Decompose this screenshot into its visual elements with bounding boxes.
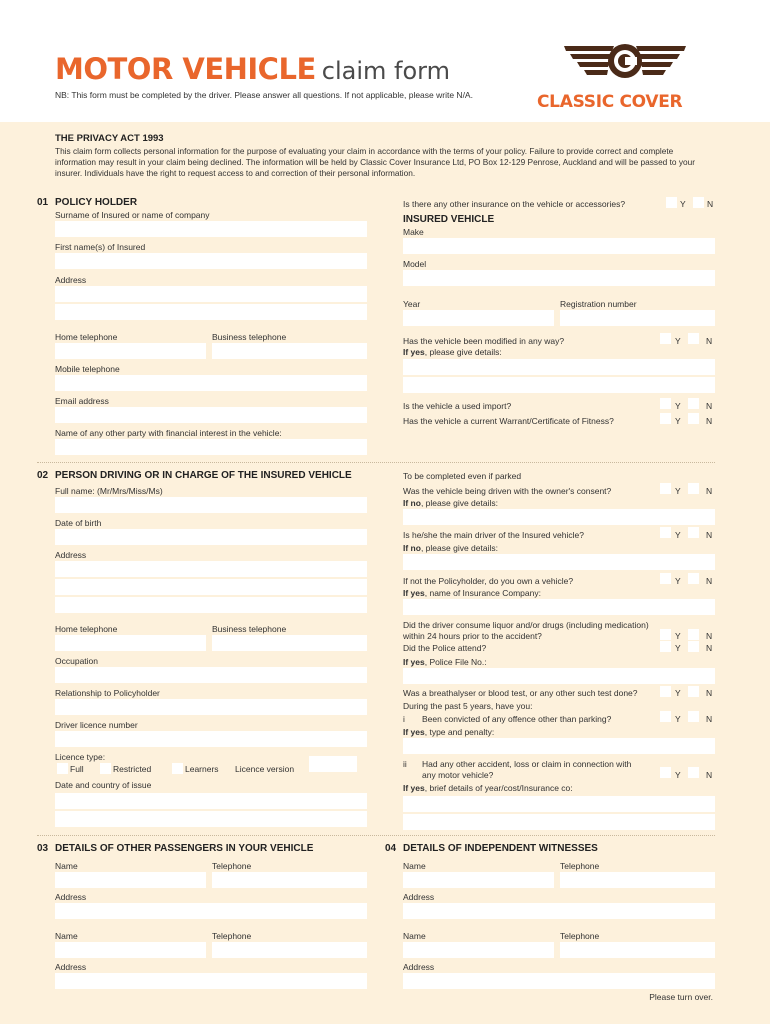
driver-address-field-1[interactable] — [55, 561, 367, 577]
financial-interest-label: Name of any other party with financial interest in the vehicle: — [55, 428, 282, 438]
penalty-text: , type and penalty: — [424, 727, 495, 737]
no-label: N — [706, 401, 713, 411]
parked-note: To be completed even if parked — [403, 471, 522, 481]
witness-2-address-label: Address — [403, 962, 435, 972]
convicted-question: Been convicted of any offence other than parking? — [422, 714, 612, 724]
licence-learners-label: Learners — [185, 764, 219, 774]
consent-question: Was the vehicle being driven with the owner's consent? — [403, 486, 612, 496]
passenger-1-name-label: Name — [55, 861, 78, 871]
witness-1-telephone-field[interactable] — [560, 872, 715, 888]
passenger-2-name-label: Name — [55, 931, 78, 941]
if-yes-bold: If yes — [403, 588, 425, 598]
section-number-01: 01 — [37, 197, 49, 208]
surname-label: Surname of Insured or name of company — [55, 210, 210, 220]
brand-name: CLASSIC COVER — [537, 92, 683, 112]
main-driver-details-field[interactable] — [403, 554, 715, 570]
yes-label: Y — [675, 336, 681, 346]
driver-business-telephone-label: Business telephone — [212, 624, 287, 634]
first-name-field[interactable] — [55, 253, 367, 269]
accident-yes-checkbox[interactable] — [660, 767, 671, 778]
police-file-text: , Police File No.: — [424, 657, 487, 667]
driver-address-label: Address — [55, 550, 87, 560]
passenger-1-address-field[interactable] — [55, 903, 367, 919]
yes-label: Y — [675, 486, 681, 496]
yes-label: Y — [675, 643, 681, 653]
witness-2-name-label: Name — [403, 931, 426, 941]
mobile-telephone-field[interactable] — [55, 375, 367, 391]
yes-label: Y — [675, 530, 681, 540]
witness-2-address-field[interactable] — [403, 973, 715, 989]
yes-label: Y — [675, 416, 681, 426]
police-file-label — [403, 657, 487, 667]
witness-2-name-field[interactable] — [403, 942, 554, 958]
registration-field[interactable] — [560, 310, 715, 326]
accident-question-line1: Had any other accident, loss or claim in connection with — [422, 759, 632, 769]
consent-details-label — [403, 498, 498, 508]
no-label: N — [706, 643, 713, 653]
consent-no-checkbox[interactable] — [688, 483, 699, 494]
own-vehicle-question: If not the Policyholder, do you own a vehicle? — [403, 576, 574, 586]
insurance-company-text: , name of Insurance Company: — [424, 588, 541, 598]
item-ii-label: ii — [403, 759, 407, 769]
warrant-no-checkbox[interactable] — [688, 413, 699, 424]
section-title-policy-holder: POLICY HOLDER — [55, 197, 138, 208]
date-country-label: Date and country of issue — [55, 780, 152, 790]
occupation-field[interactable] — [55, 667, 367, 683]
driver-business-telephone-field[interactable] — [212, 635, 367, 651]
police-question: Did the Police attend? — [403, 643, 487, 653]
breath-test-no-checkbox[interactable] — [688, 686, 699, 697]
please-turn-over: Please turn over. — [649, 992, 713, 1002]
privacy-heading: THE PRIVACY ACT 1993 — [55, 133, 164, 144]
main-driver-details-text: , please give details: — [420, 543, 498, 553]
consent-details-field[interactable] — [403, 509, 715, 525]
used-import-question: Is the vehicle a used import? — [403, 401, 512, 411]
if-yes-bold: If yes — [403, 783, 425, 793]
police-no-checkbox[interactable] — [688, 641, 699, 652]
warrant-yes-checkbox[interactable] — [660, 413, 671, 424]
passenger-2-name-field[interactable] — [55, 942, 206, 958]
section-number-02: 02 — [37, 470, 49, 481]
passenger-2-telephone-label: Telephone — [212, 931, 252, 941]
insurance-company-field[interactable] — [403, 599, 715, 615]
occupation-label: Occupation — [55, 656, 98, 666]
licence-restricted-checkbox[interactable] — [100, 763, 111, 774]
model-label: Model — [403, 259, 427, 269]
full-name-label: Full name: (Mr/Mrs/Miss/Ms) — [55, 486, 163, 496]
used-import-yes-checkbox[interactable] — [660, 398, 671, 409]
convicted-yes-checkbox[interactable] — [660, 711, 671, 722]
main-driver-question: Is he/she the main driver of the Insured vehicle? — [403, 530, 584, 540]
title-bold: MOTOR VEHICLE — [55, 52, 316, 86]
no-label: N — [706, 714, 713, 724]
make-label: Make — [403, 227, 424, 237]
address-field-2[interactable] — [55, 304, 367, 320]
mobile-telephone-label: Mobile telephone — [55, 364, 120, 374]
other-insurance-no-checkbox[interactable] — [693, 197, 704, 208]
liquor-question-line1: Did the driver consume liquor and/or drugs (including medication) — [403, 620, 649, 630]
accident-details-field-1[interactable] — [403, 796, 715, 812]
yes-label: Y — [675, 714, 681, 724]
yes-label: Y — [675, 631, 681, 641]
address-field-1[interactable] — [55, 286, 367, 302]
passenger-1-telephone-field[interactable] — [212, 872, 367, 888]
no-label: N — [706, 416, 713, 426]
warrant-question: Has the vehicle a current Warrant/Certificate of Fitness? — [403, 416, 614, 426]
modified-yes-checkbox[interactable] — [660, 333, 671, 344]
relationship-label: Relationship to Policyholder — [55, 688, 160, 698]
main-driver-details-label — [403, 543, 498, 553]
licence-full-checkbox[interactable] — [57, 763, 68, 774]
witness-2-telephone-label: Telephone — [560, 931, 600, 941]
privacy-section — [55, 133, 715, 179]
modified-details-label — [403, 347, 502, 357]
breath-test-question: Was a breathalyser or blood test, or any other such test done? — [403, 688, 638, 698]
yes-label: Y — [680, 199, 686, 209]
licence-number-field[interactable] — [55, 731, 367, 747]
section-title-witnesses: DETAILS OF INDEPENDENT WITNESSES — [403, 843, 598, 854]
passenger-1-address-label: Address — [55, 892, 87, 902]
witness-2-telephone-field[interactable] — [560, 942, 715, 958]
passenger-2-address-label: Address — [55, 962, 87, 972]
witness-1-address-label: Address — [403, 892, 435, 902]
passenger-2-telephone-field[interactable] — [212, 942, 367, 958]
driver-address-field-3[interactable] — [55, 597, 367, 613]
licence-restricted-label: Restricted — [113, 764, 152, 774]
if-yes-bold: If yes — [403, 727, 425, 737]
accident-details-field-2[interactable] — [403, 814, 715, 830]
page-title — [55, 52, 450, 86]
no-label: N — [706, 631, 713, 641]
address-label: Address — [55, 275, 87, 285]
licence-learners-checkbox[interactable] — [172, 763, 183, 774]
accident-question-line2: any motor vehicle? — [422, 770, 494, 780]
no-label: N — [706, 688, 713, 698]
item-i-label: i — [403, 714, 405, 724]
email-label: Email address — [55, 396, 109, 406]
yes-label: Y — [675, 576, 681, 586]
model-field[interactable] — [403, 270, 715, 286]
liquor-question-line2: within 24 hours prior to the accident? — [403, 631, 542, 641]
penalty-label — [403, 727, 494, 737]
modified-details-text: , please give details: — [424, 347, 502, 357]
passenger-1-telephone-label: Telephone — [212, 861, 252, 871]
yes-label: Y — [675, 688, 681, 698]
driver-home-telephone-label: Home telephone — [55, 624, 118, 634]
police-file-field[interactable] — [403, 668, 715, 684]
home-telephone-label: Home telephone — [55, 332, 118, 342]
driver-address-field-2[interactable] — [55, 579, 367, 595]
section-number-03: 03 — [37, 843, 49, 854]
consent-details-text: , please give details: — [420, 498, 498, 508]
accident-details-label — [403, 783, 573, 793]
year-label: Year — [403, 299, 421, 309]
own-vehicle-no-checkbox[interactable] — [688, 573, 699, 584]
winged-logo-icon — [560, 42, 690, 88]
surname-field[interactable] — [55, 221, 367, 237]
privacy-text: This claim form collects personal information for the purpose of evaluating your claim in accordance with the terms of your policy. Failure to provide correct and complete information may result in your claim being declined. The information will be held by Classic Cover Insurance Ltd, PO Box 12-129 Penrose, Auckland and will be passed to your insurer. Individuals have the right to request access to and correction of their personal information. — [55, 146, 695, 178]
yes-label: Y — [675, 770, 681, 780]
insurance-company-label — [403, 588, 541, 598]
form-header — [0, 0, 770, 122]
passenger-2-address-field[interactable] — [55, 973, 367, 989]
section-divider — [37, 835, 715, 837]
if-no-bold: If no — [403, 498, 421, 508]
liquor-no-checkbox[interactable] — [688, 629, 699, 640]
witness-1-name-field[interactable] — [403, 872, 554, 888]
no-label: N — [707, 199, 714, 209]
year-field[interactable] — [403, 310, 554, 326]
licence-type-label: Licence type: — [55, 752, 106, 762]
accident-details-text: , brief details of year/cost/Insurance co: — [424, 783, 573, 793]
business-telephone-field[interactable] — [212, 343, 367, 359]
email-field[interactable] — [55, 407, 367, 423]
full-name-field[interactable] — [55, 497, 367, 513]
driver-home-telephone-field[interactable] — [55, 635, 206, 651]
home-telephone-field[interactable] — [55, 343, 206, 359]
witness-1-name-label: Name — [403, 861, 426, 871]
modified-details-field-1[interactable] — [403, 359, 715, 375]
licence-version-field[interactable] — [309, 756, 357, 772]
business-telephone-label: Business telephone — [212, 332, 287, 342]
convicted-no-checkbox[interactable] — [688, 711, 699, 722]
other-insurance-question: Is there any other insurance on the vehicle or accessories? — [403, 199, 626, 209]
breath-test-yes-checkbox[interactable] — [660, 686, 671, 697]
relationship-field[interactable] — [55, 699, 367, 715]
licence-number-label: Driver licence number — [55, 720, 138, 730]
if-yes-bold: If yes — [403, 657, 425, 667]
no-label: N — [706, 576, 713, 586]
if-yes-bold: If yes — [403, 347, 425, 357]
no-label: N — [706, 336, 713, 346]
main-driver-yes-checkbox[interactable] — [660, 527, 671, 538]
past-5-years-label: During the past 5 years, have you: — [403, 701, 533, 711]
licence-full-label: Full — [70, 764, 84, 774]
liquor-yes-checkbox[interactable] — [660, 629, 671, 640]
penalty-field[interactable] — [403, 738, 715, 754]
if-no-bold: If no — [403, 543, 421, 553]
main-driver-no-checkbox[interactable] — [688, 527, 699, 538]
passenger-1-name-field[interactable] — [55, 872, 206, 888]
date-of-birth-field[interactable] — [55, 529, 367, 545]
used-import-no-checkbox[interactable] — [688, 398, 699, 409]
no-label: N — [706, 770, 713, 780]
modified-details-field-2[interactable] — [403, 377, 715, 393]
section-title-driver: PERSON DRIVING OR IN CHARGE OF THE INSURED VEHICLE — [55, 470, 352, 481]
own-vehicle-yes-checkbox[interactable] — [660, 573, 671, 584]
insured-vehicle-title: INSURED VEHICLE — [403, 214, 495, 225]
section-title-passengers: DETAILS OF OTHER PASSENGERS IN YOUR VEHICLE — [55, 843, 314, 854]
date-of-birth-label: Date of birth — [55, 518, 102, 528]
section-number-04: 04 — [385, 843, 397, 854]
make-field[interactable] — [403, 238, 715, 254]
instructions-note: NB: This form must be completed by the driver. Please answer all questions. If not applicable, please write N/A. — [55, 90, 473, 100]
section-divider — [37, 462, 715, 464]
financial-interest-field[interactable] — [55, 439, 367, 455]
witness-1-telephone-label: Telephone — [560, 861, 600, 871]
consent-yes-checkbox[interactable] — [660, 483, 671, 494]
registration-label: Registration number — [560, 299, 637, 309]
modified-no-checkbox[interactable] — [688, 333, 699, 344]
no-label: N — [706, 530, 713, 540]
yes-label: Y — [675, 401, 681, 411]
modified-question: Has the vehicle been modified in any way? — [403, 336, 565, 346]
first-name-label: First name(s) of Insured — [55, 242, 146, 252]
licence-version-label: Licence version — [235, 764, 295, 774]
date-country-field-1[interactable] — [55, 793, 367, 809]
witness-1-address-field[interactable] — [403, 903, 715, 919]
no-label: N — [706, 486, 713, 496]
accident-no-checkbox[interactable] — [688, 767, 699, 778]
police-yes-checkbox[interactable] — [660, 641, 671, 652]
other-insurance-yes-checkbox[interactable] — [666, 197, 677, 208]
date-country-field-2[interactable] — [55, 811, 367, 827]
title-light: claim form — [321, 57, 450, 85]
